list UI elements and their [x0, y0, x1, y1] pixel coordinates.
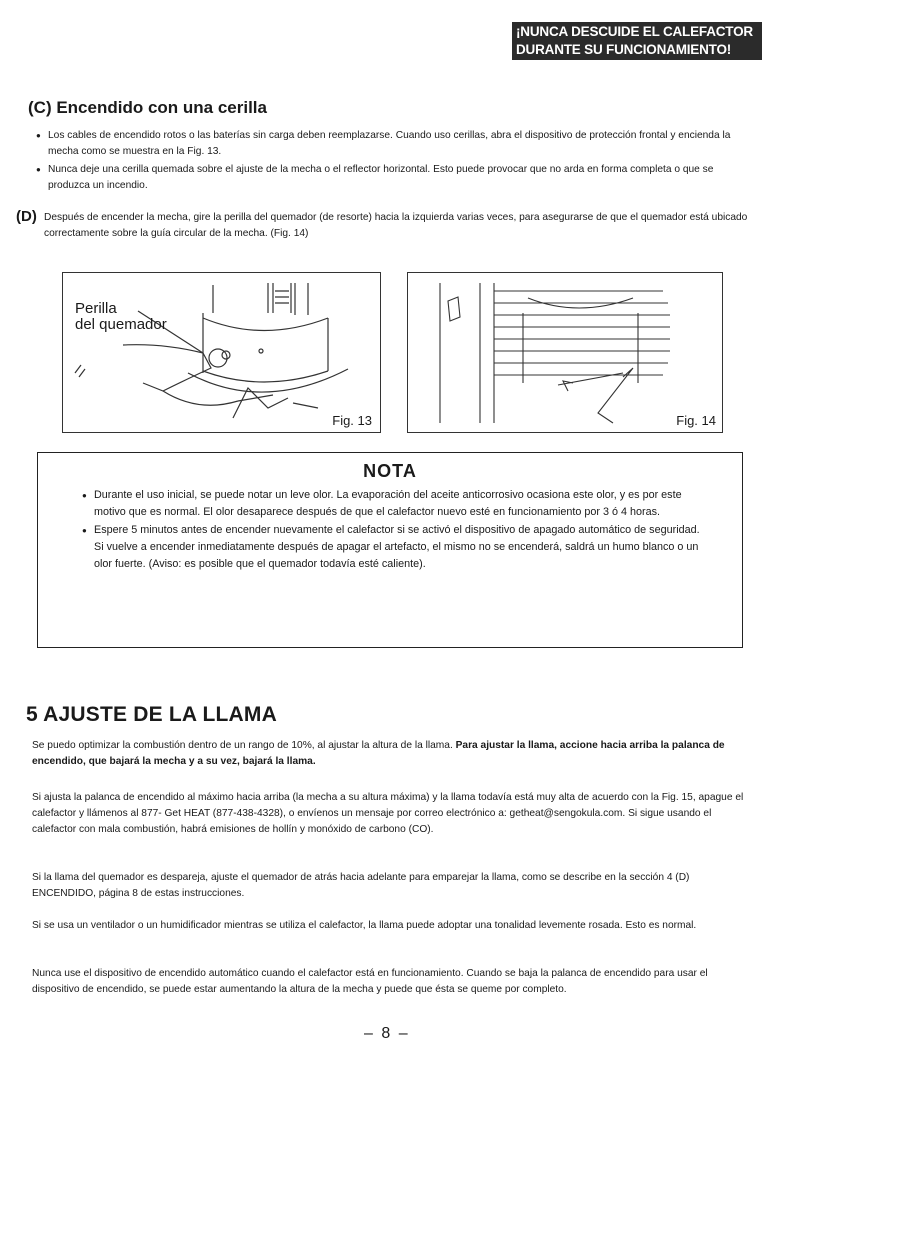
paragraph-1-bold-text: Para ajustar la llama, accione hacia arriba la palanca de encendido, que bajará la mecha y a su vez, bajará la llama.	[32, 740, 725, 767]
section-c-title: (C) Encendido con una cerilla	[28, 98, 267, 117]
figure-14	[407, 272, 723, 433]
warning-banner	[512, 22, 762, 60]
section-c-bullets	[34, 128, 754, 196]
section-d-marker: (D)	[16, 208, 37, 225]
burner-rotation-illustration	[408, 273, 722, 432]
section-5-paragraph-3: Si la llama del quemador es despareja, ajuste el quemador de atrás hacia adelante para emparejar la llama, como se describe en la sección 4 (D) ENCENDIDO, página 8 de estas instrucciones.	[32, 872, 690, 899]
heater-burner-illustration	[63, 273, 380, 432]
section-5-paragraph-1	[32, 738, 752, 770]
section-d-text: Después de encender la mecha, gire la perilla del quemador (de resorte) hacia la izquierda varias veces, para asegurarse de que el quemador está ubicado correctamente sobre la guía circular de la mecha. (Fig. 14)	[44, 212, 748, 239]
nota-bullet: ● Espere 5 minutos antes de encender nuevamente el calefactor si se activó el dispositivo de apagado automático de seguridad. Si vuelve a encender inmediatamente después de apagar el artefacto, el mismo no se encenderá, saldrá un humo blanco o un olor fuerte. (Aviso: es posible que el quemador todavía esté caliente).	[80, 522, 700, 573]
nota-bullets	[80, 487, 700, 574]
section-5-title: 5 AJUSTE DE LA LLAMA	[26, 703, 277, 726]
section-c-bullet: ● Nunca deje una cerilla quemada sobre el ajuste de la mecha o el reflector horizontal. Esto puede provocar que no arda en forma completa o que se produzca un incendio.	[34, 162, 754, 194]
paragraph-1-text: Se puedo optimizar la combustión dentro de un rango de 10%, al ajustar la altura de la llama.	[32, 740, 456, 751]
nota-title: NOTA	[363, 461, 417, 481]
burner-knob-callout	[75, 301, 167, 333]
nota-bullet: ● Durante el uso inicial, se puede notar un leve olor. La evaporación del aceite anticorrosivo ocasiona este olor, y es por este motivo que es normal. El olor desaparece después de que el calefactor nuevo esté en funcionamiento por 3 ó 4 horas.	[80, 487, 700, 521]
figure-13-label: Fig. 13	[332, 413, 372, 428]
page-number: – 8 –	[364, 1025, 410, 1042]
section-5-paragraph-5: Nunca use el dispositivo de encendido automático cuando el calefactor está en funcionamiento. Cuando se baja la palanca de encendido para usar el dispositivo de encendido, se puede estar aumentando la altura de la mecha y puede que ésta se queme por completo.	[32, 968, 708, 995]
banner-line-1: ¡NUNCA DESCUIDE EL CALEFACTOR	[516, 24, 753, 39]
callout-line-1: Perilla	[75, 300, 117, 317]
nota-box	[37, 452, 743, 648]
figure-13	[62, 272, 381, 433]
banner-line-2: DURANTE SU FUNCIONAMIENTO!	[516, 42, 732, 57]
callout-line-2: del quemador	[75, 316, 167, 333]
section-c-bullet: ● Los cables de encendido rotos o las baterías sin carga deben reemplazarse. Cuando uso cerillas, abra el dispositivo de protección frontal y encienda la mecha como se muestra en la Fig. 13.	[34, 128, 754, 160]
section-5-paragraph-2: Si ajusta la palanca de encendido al máximo hacia arriba (la mecha a su altura máxima) y la llama todavía está muy alta de acuerdo con la Fig. 15, apague el calefactor y llámenos al 877- Get HEAT (877-438-4328), o envíenos un mensaje por correo electrónico a: getheat@sengokula.com. Si sigue usando el calefactor con mala combustión, habrá emisiones de hollín y monóxido de carbono (CO).	[32, 792, 744, 835]
figure-14-label: Fig. 14	[676, 413, 716, 428]
section-5-paragraph-4: Si se usa un ventilador o un humidificador mientras se utiliza el calefactor, la llama puede adoptar una tonalidad levemente rosada. Esto es normal.	[32, 920, 697, 931]
